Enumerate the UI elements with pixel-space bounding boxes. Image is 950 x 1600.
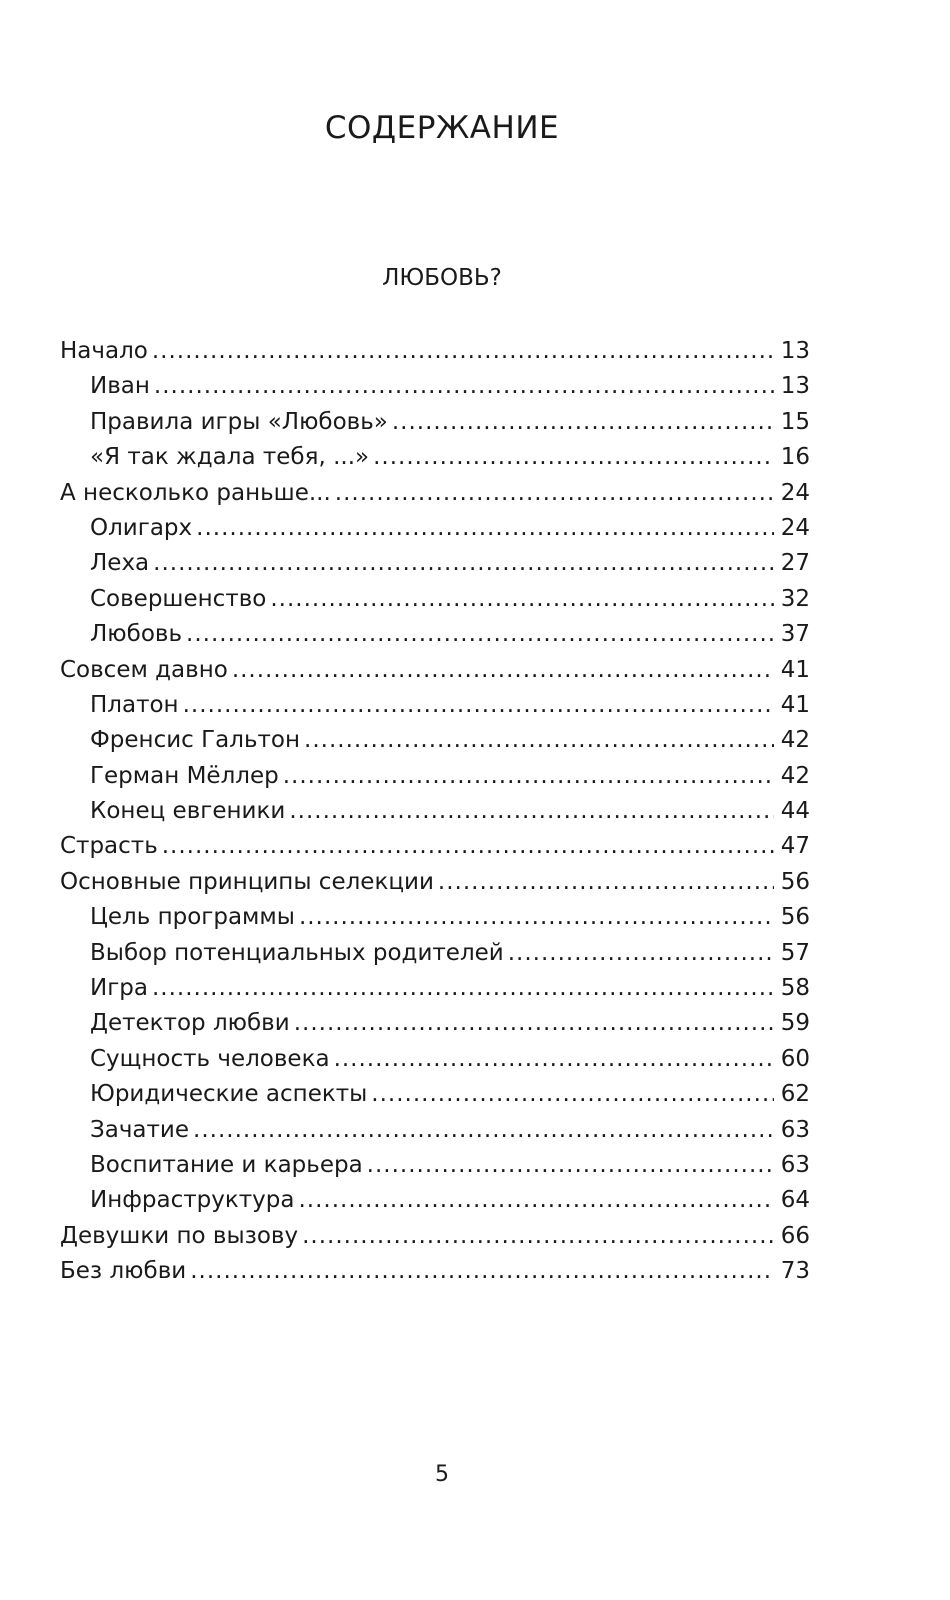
toc-entry-page: 47 [780, 833, 810, 860]
toc-entry [60, 1077, 810, 1112]
toc-entry-page: 63 [780, 1116, 810, 1143]
toc-entry-page: 66 [780, 1222, 810, 1249]
toc-entry [60, 476, 810, 511]
toc-entry-title: Начало [60, 338, 148, 364]
toc-entry-title: Без любви [60, 1258, 187, 1285]
table-of-contents [60, 334, 810, 1290]
toc-entry-page: 62 [780, 1081, 810, 1108]
toc-entry-title: Выбор потенциальных родителей [90, 939, 504, 966]
toc-entry-page: 73 [780, 1258, 810, 1285]
toc-entry-page: 64 [780, 1187, 810, 1214]
dot-leader [152, 334, 774, 369]
toc-entry-title: Любовь [90, 621, 183, 648]
toc-entry-page: 13 [780, 338, 810, 364]
toc-entry-page: 32 [780, 585, 810, 612]
toc-entry-title: Инфраструктура [90, 1187, 295, 1214]
dot-leader [270, 582, 774, 617]
toc-entry [60, 1006, 810, 1041]
toc-entry-page: 57 [780, 939, 810, 966]
page-title: СОДЕРЖАНИЕ [324, 110, 560, 146]
dot-leader [371, 1077, 774, 1112]
dot-leader [193, 1113, 774, 1148]
toc-entry-page: 56 [780, 868, 810, 895]
dot-leader [299, 900, 774, 935]
dot-leader [153, 546, 774, 581]
toc-entry-title: Детектор любви [90, 1010, 290, 1037]
toc-entry-page: 58 [780, 975, 810, 1002]
dot-leader [183, 688, 774, 723]
dot-leader [186, 617, 774, 652]
toc-entry-title: Зачатие [90, 1116, 190, 1143]
toc-entry-page: 13 [780, 373, 810, 400]
toc-entry [60, 688, 810, 723]
toc-entry [60, 936, 810, 971]
toc-entry-title: Правила игры «Любовь» [90, 408, 388, 435]
dot-leader [232, 653, 774, 688]
toc-entry-title: Иван [90, 373, 150, 400]
toc-entry-page: 60 [780, 1045, 810, 1072]
toc-entry [60, 829, 810, 864]
toc-entry-title: Сущность человека [90, 1045, 330, 1072]
toc-entry-page: 42 [780, 727, 810, 754]
dot-leader [438, 865, 774, 900]
dot-leader [154, 369, 774, 404]
dot-leader [373, 440, 774, 475]
toc-entry [60, 794, 810, 829]
dot-leader [294, 1006, 774, 1041]
toc-entry-page: 15 [780, 408, 810, 435]
dot-leader [335, 476, 774, 511]
dot-leader [298, 1183, 774, 1218]
toc-entry [60, 582, 810, 617]
section-title: ЛЮБОВЬ? [382, 265, 502, 291]
dot-leader [392, 405, 774, 440]
toc-entry-page: 41 [780, 691, 810, 718]
toc-entry [60, 653, 810, 688]
dot-leader [283, 759, 774, 794]
toc-entry-page: 41 [780, 656, 810, 683]
toc-entry [60, 1042, 810, 1077]
toc-entry-page: 44 [780, 798, 810, 825]
toc-entry-title: А несколько раньше... [60, 479, 331, 506]
toc-entry-title: Цель программы [90, 904, 295, 931]
toc-entry-page: 24 [780, 479, 810, 506]
dot-leader [152, 971, 774, 1006]
dot-leader [508, 936, 774, 971]
toc-entry [60, 1113, 810, 1148]
toc-entry-title: Платон [90, 691, 179, 718]
toc-entry [60, 723, 810, 758]
toc-entry [60, 1148, 810, 1183]
toc-entry-title: «Я так ждала тебя, ...» [90, 444, 370, 471]
dot-leader [367, 1148, 774, 1183]
toc-entry [60, 369, 810, 404]
toc-entry-title: Конец евгеники [90, 798, 286, 825]
toc-entry-title: Девушки по вызову [60, 1222, 299, 1249]
toc-entry-title: Олигарх [90, 514, 193, 541]
toc-entry-page: 16 [780, 444, 810, 471]
toc-entry [60, 334, 810, 369]
page-number: 5 [435, 1462, 449, 1487]
toc-entry [60, 440, 810, 475]
toc-entry-page: 37 [780, 621, 810, 648]
dot-leader [289, 794, 774, 829]
toc-entry-page: 27 [780, 550, 810, 577]
toc-entry-title: Юридические аспекты [90, 1081, 368, 1108]
dot-leader [334, 1042, 774, 1077]
toc-entry-title: Герман Мёллер [90, 762, 279, 789]
toc-entry [60, 546, 810, 581]
toc-entry [60, 759, 810, 794]
toc-entry-title: Страсть [60, 833, 158, 860]
toc-entry [60, 971, 810, 1006]
dot-leader [190, 1254, 774, 1289]
toc-entry-title: Игра [90, 975, 148, 1002]
toc-entry-title: Совершенство [90, 585, 267, 612]
toc-entry-page: 59 [780, 1010, 810, 1037]
dot-leader [196, 511, 774, 546]
toc-entry-page: 63 [780, 1151, 810, 1178]
toc-entry-title: Совсем давно [60, 656, 228, 683]
toc-entry-page: 24 [780, 514, 810, 541]
toc-entry-title: Воспитание и карьера [90, 1151, 363, 1178]
dot-leader [304, 723, 774, 758]
dot-leader [302, 1219, 774, 1254]
toc-entry [60, 1254, 810, 1289]
dot-leader [162, 829, 774, 864]
toc-entry [60, 900, 810, 935]
toc-entry-title: Леха [90, 550, 150, 577]
toc-entry [60, 865, 810, 900]
toc-entry-page: 42 [780, 762, 810, 789]
toc-entry-title: Основные принципы селекции [60, 868, 434, 895]
toc-entry-page: 56 [780, 904, 810, 931]
toc-entry [60, 617, 810, 652]
toc-entry-title: Френсис Гальтон [90, 727, 301, 754]
toc-entry [60, 405, 810, 440]
toc-entry [60, 1219, 810, 1254]
toc-entry [60, 511, 810, 546]
toc-entry [60, 1183, 810, 1218]
